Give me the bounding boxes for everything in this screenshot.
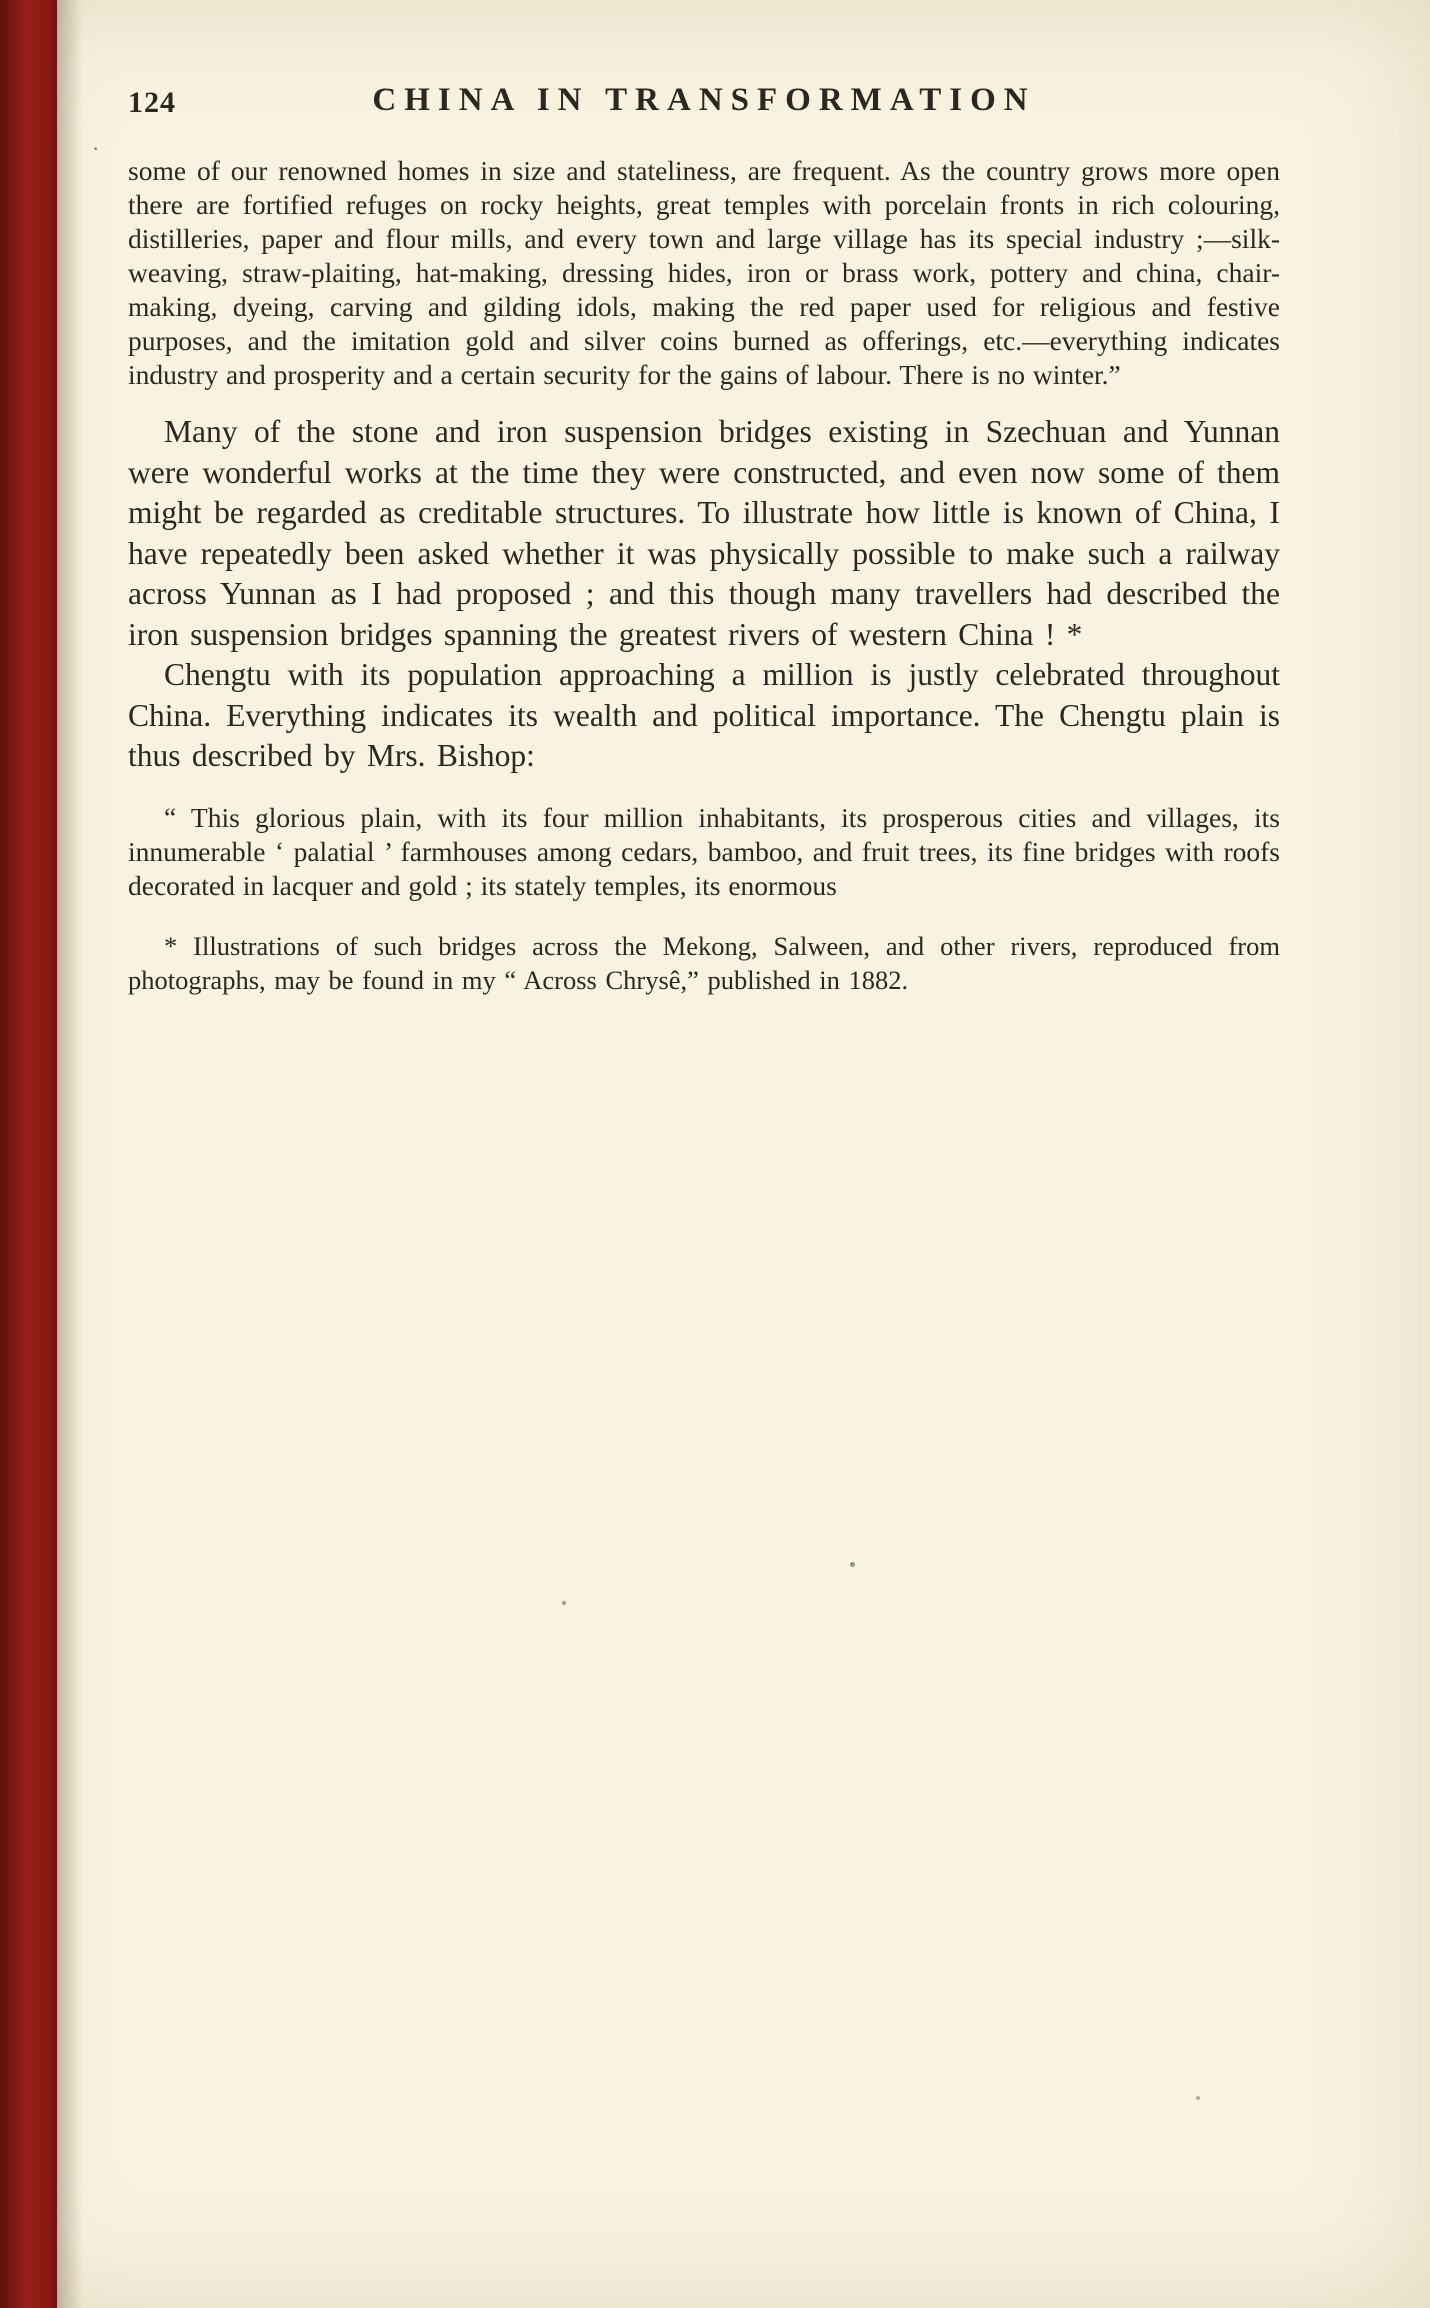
paragraph-bishop-quote: “ This glorious plain, with its four million inhabitants, its prosperous cities and villages, its innumerable ‘ palatial ’ farmhouses among cedars, bamboo, and fruit trees, its fine bridges with roofs decorated in lacquer and gold ; its stately temples, its enormous xyxy=(128,801,1280,901)
page-number: 124 xyxy=(128,86,176,119)
scan-speck xyxy=(562,1601,566,1605)
running-header xyxy=(128,82,1280,128)
footnote: * Illustrations of such bridges across the Mekong, Salween, and other rivers, reproduced from photographs, may be found in my “ Across Chrysê,” published in 1882. xyxy=(128,930,1280,995)
scan-speck xyxy=(850,1562,855,1567)
paragraph-chengtu: Chengtu with its population approaching a million is justly celebrated throughout China. Everything indicates its wealth and political importance. The Chengtu plain is thus described by Mrs. Bishop: xyxy=(128,657,1280,773)
paragraph-quote-continuation: some of our renowned homes in size and stateliness, are frequent. As the country grows more open there are fortified refuges on rocky heights, great temples with porcelain fronts in rich colouring, distilleries, paper and flour mills, and every town and large village has its special industry ;—silk-weaving, straw-plaiting, hat-making, dressing hides, iron or brass work, pottery and china, chair-making, dyeing, carving and gilding idols, making the red paper used for religious and festive purposes, and the imitation gold and silver coins burned as offerings, etc.—everything indicates industry and prosperity and a certain security for the gains of labour. There is no winter.” xyxy=(128,155,1280,390)
scan-artifact-mark: · xyxy=(92,136,100,161)
paragraph-suspension-bridges: Many of the stone and iron suspension bridges existing in Szechuan and Yunnan were wonderful works at the time they were constructed, and even now some of them might be regarded as creditable structures. To illustrate how little is known of China, I have repeatedly been asked whether it was physically possible to make such a railway across Yunnan as I had proposed ; and this though many travellers had described the iron suspension bridges spanning the greatest rivers of western China ! * xyxy=(128,414,1280,652)
binding-shadow xyxy=(57,0,83,2308)
page-content xyxy=(128,82,1280,997)
book-binding-edge xyxy=(0,0,57,2308)
page-title: CHINA IN TRANSFORMATION xyxy=(372,82,1036,118)
scan-speck xyxy=(1196,2096,1200,2100)
